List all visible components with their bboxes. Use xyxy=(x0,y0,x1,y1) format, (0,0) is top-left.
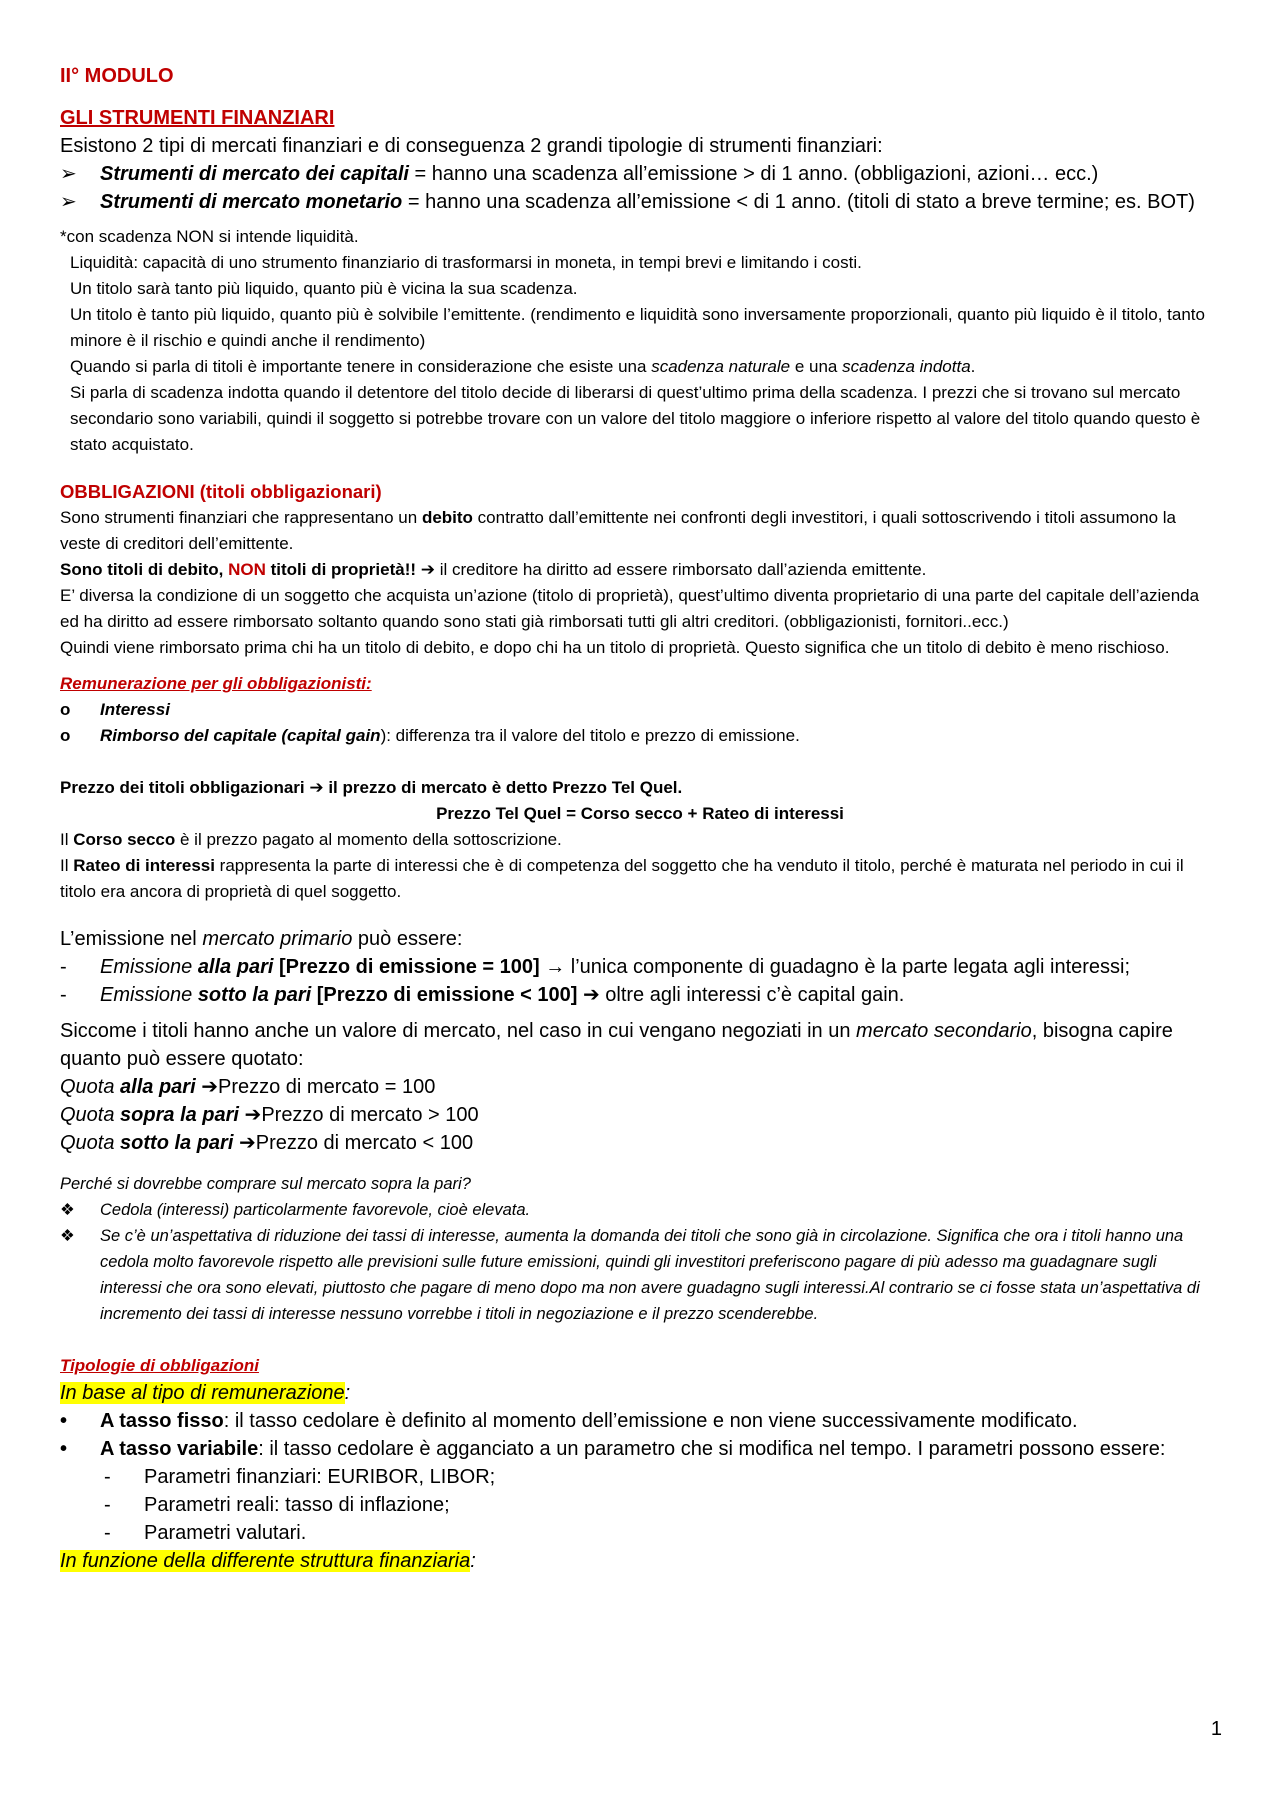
list-item xyxy=(60,953,1220,981)
list-item xyxy=(60,697,1220,723)
section-obbligazioni xyxy=(60,478,1220,905)
list-item xyxy=(60,1407,1220,1435)
text-run: il prezzo di mercato è detto Prezzo Tel Quel. xyxy=(323,778,683,797)
list-item xyxy=(60,160,1220,188)
text-run: Rimborso del capitale (capital gain xyxy=(100,726,381,745)
dash-bullet: - xyxy=(60,956,67,978)
term: Strumenti di mercato dei capitali xyxy=(100,163,409,185)
text-run: Cedola (interessi) particolarmente favorevole, cioè elevata. xyxy=(100,1201,531,1219)
text-run: Siccome i titoli hanno anche un valore di mercato, nel caso in cui vengano negoziati in un xyxy=(60,1020,857,1042)
paragraph: Un titolo è tanto più liquido, quanto più è solvibile l’emittente. (rendimento e liquidità sono inversamente proporzionali, quanto più liquido è il titolo, tanto minore è il rischio e quindi anche il rendimento) xyxy=(70,305,1205,350)
dot-bullet: • xyxy=(60,1438,68,1460)
text-run: : xyxy=(470,1550,476,1572)
quote-line xyxy=(60,1073,1220,1101)
circle-bullet-icon: o xyxy=(60,700,71,719)
text-run: Prezzo di mercato = 100 xyxy=(217,1076,436,1098)
list-item xyxy=(60,188,1220,216)
dash-bullet: - xyxy=(104,1494,111,1516)
text-run: Emissione xyxy=(100,956,198,978)
text-run: : il tasso cedolare è definito al momento dell’emissione e non viene successivamente modificato. xyxy=(223,1410,1078,1432)
text-run: può essere: xyxy=(352,928,463,950)
paragraph: Esistono 2 tipi di mercati finanziari e di conseguenza 2 grandi tipologie di strumenti finanziari: xyxy=(60,135,883,157)
list-item xyxy=(60,1491,1220,1519)
arrow-icon: ➔ xyxy=(582,984,600,1006)
paragraph: Un titolo sarà tanto più liquido, quanto più è vicina la sua scadenza. xyxy=(70,279,578,298)
text-run: l’unica componente di guadagno è la parte legata agli interessi; xyxy=(570,956,1131,978)
text-run: Rateo di interessi xyxy=(73,856,215,875)
text-run: In funzione della differente struttura finanziaria xyxy=(60,1550,471,1572)
paragraph xyxy=(60,505,1220,557)
section-tipologie xyxy=(60,1353,1220,1575)
text-run: Corso secco xyxy=(73,830,176,849)
text-run: scadenza naturale xyxy=(651,357,791,376)
highlighted-heading xyxy=(60,1547,1220,1575)
text-run: ): differenza tra il valore del titolo e prezzo di emissione. xyxy=(380,726,800,745)
subsection-title: Tipologie di obbligazioni xyxy=(60,1356,259,1375)
list-item xyxy=(60,723,1220,749)
paragraph xyxy=(70,354,1220,380)
text-run: Quando si parla di titoli è importante tenere in considerazione che esiste una xyxy=(70,357,652,376)
text-run: A tasso variabile xyxy=(100,1438,259,1460)
paragraph xyxy=(60,775,1220,801)
text-run: Quota xyxy=(60,1104,121,1126)
section-strumenti-finanziari xyxy=(60,104,1220,458)
paragraph xyxy=(60,557,1220,583)
list-item xyxy=(60,981,1220,1009)
text-run: L’emissione nel xyxy=(60,928,203,950)
arrow-icon: → xyxy=(539,956,571,978)
text-run: , bisogna capire quanto può essere quotato: xyxy=(60,1020,1173,1070)
text-run: A tasso fisso xyxy=(100,1410,224,1432)
text-run: [Prezzo di emissione < 100] xyxy=(311,984,583,1006)
arrow-bullet-icon: ➢ xyxy=(60,191,77,213)
arrow-icon: ➔ xyxy=(309,778,324,797)
dot-bullet: • xyxy=(60,1410,68,1432)
text-run: Quota xyxy=(60,1076,121,1098)
paragraph xyxy=(60,925,1220,953)
note-title: *con scadenza NON si intende liquidità. xyxy=(60,227,359,246)
page-number: 1 xyxy=(1210,1718,1222,1740)
paragraph: E’ diversa la condizione di un soggetto che acquista un’azione (titolo di proprietà), quest’ultimo diventa proprietario di una parte del capitale dell’azienda ed ha diritto ad essere rimborsato soltanto quando sono stati già rimborsati tutti gli altri creditori. (obbligazionisti, fornitori..ecc.) xyxy=(60,586,1200,631)
list-item xyxy=(60,1435,1220,1463)
paragraph xyxy=(60,827,1220,853)
text-run: . xyxy=(970,357,976,376)
text-run: [Prezzo di emissione = 100] xyxy=(273,956,540,978)
text-run: NON xyxy=(228,560,266,579)
paragraph xyxy=(60,853,1220,905)
term: Strumenti di mercato monetario xyxy=(100,191,403,213)
list-item xyxy=(60,1223,1220,1327)
list-item xyxy=(60,1197,1220,1223)
arrow-icon: ➔ xyxy=(244,1104,262,1126)
text-run: : xyxy=(344,1382,351,1404)
dash-bullet: - xyxy=(104,1466,111,1488)
text-run: : il tasso cedolare è agganciato a un parametro che si modifica nel tempo. I parametri possono essere: xyxy=(258,1438,1166,1460)
text-run: alla pari xyxy=(197,956,274,978)
text-run: Parametri valutari. xyxy=(144,1522,307,1544)
quote-line xyxy=(60,1101,1220,1129)
arrow-icon: ➔ xyxy=(420,560,436,579)
dash-bullet: - xyxy=(60,984,67,1006)
list-item xyxy=(60,1519,1220,1547)
section-title: OBBLIGAZIONI (titoli obbligazionari) xyxy=(60,481,382,502)
text-run: contratto dall’emittente nei confronti degli investitori, i quali sottoscrivendo i titoli assumono la veste di creditori dell’emittente. xyxy=(60,508,1176,553)
text-run: alla pari xyxy=(120,1076,196,1098)
paragraph: Si parla di scadenza indotta quando il detentore del titolo decide di liberarsi di quest’ultimo prima della scadenza. I prezzi che si trovano sul mercato secondario sono variabili, quindi il soggetto si potrebbe trovare con un valore del titolo maggiore o inferiore rispetto al valore del titolo quando questo è stato acquistato. xyxy=(70,383,1201,454)
text-run: mercato secondario xyxy=(856,1020,1032,1042)
module-title: II° MODULO xyxy=(60,65,174,87)
text-run: il creditore ha diritto ad essere rimborsato dall’azienda emittente. xyxy=(435,560,927,579)
quote-line xyxy=(60,1129,1220,1157)
diamond-bullet-icon: ❖ xyxy=(60,1201,75,1219)
question: Perché si dovrebbe comprare sul mercato sopra la pari? xyxy=(60,1175,471,1193)
text-run: Sono strumenti finanziari che rappresentano un xyxy=(60,508,422,527)
text-run: Prezzo di mercato > 100 xyxy=(261,1104,479,1126)
text-run: In base al tipo di remunerazione xyxy=(60,1382,345,1404)
subsection-title: Remunerazione per gli obbligazionisti: xyxy=(60,674,372,693)
text-run: Quota xyxy=(60,1132,121,1154)
note-body xyxy=(70,250,1220,458)
arrow-icon: ➔ xyxy=(201,1076,218,1098)
text-run: Parametri reali: tasso di inflazione; xyxy=(144,1494,450,1516)
section-title: GLI STRUMENTI FINANZIARI xyxy=(60,107,335,129)
text-run: Parametri finanziari: EURIBOR, LIBOR; xyxy=(144,1466,496,1488)
text-run: oltre agli interessi c’è capital gain. xyxy=(599,984,905,1006)
text-run: Prezzo dei titoli obbligazionari xyxy=(60,778,310,797)
highlighted-heading xyxy=(60,1379,1220,1407)
formula: Prezzo Tel Quel = Corso secco + Rateo di interessi xyxy=(436,804,844,823)
text-run: Emissione xyxy=(100,984,198,1006)
term-definition: = hanno una scadenza all’emissione > di 1 anno. (obbligazioni, azioni… ecc.) xyxy=(408,163,1099,185)
text-run: sotto la pari xyxy=(120,1132,234,1154)
text-run: Se c’è un’aspettativa di riduzione dei tassi di interesse, aumenta la domanda dei titoli che sono già in circolazione. Significa che ora i titoli hanno una cedola molto favorevole rispetto alle previsioni sulle future emissioni, quindi gli investitori preferiscono pagare di più adesso ma guadagnare sugli interessi che ora sono elevati, piuttosto che pagare di meno dopo ma non avere guadagno sugli interessi.Al contrario se ci fosse stata un’aspettativa di incremento dei tassi di interesse nessuno vorrebbe i titoli in negoziazione e il prezzo scenderebbe. xyxy=(100,1227,1200,1323)
text-run: Il xyxy=(60,830,74,849)
text-run: debito xyxy=(421,508,473,527)
text-run: scadenza indotta xyxy=(842,357,971,376)
arrow-icon: ➔ xyxy=(238,1132,256,1154)
text-run: mercato primario xyxy=(202,928,353,950)
circle-bullet-icon: o xyxy=(60,726,71,745)
text-run: titoli di proprietà!! xyxy=(265,560,421,579)
text-run: Il xyxy=(60,856,74,875)
arrow-bullet-icon: ➢ xyxy=(60,163,77,185)
paragraph xyxy=(60,1017,1220,1073)
paragraph: Liquidità: capacità di uno strumento finanziario di trasformarsi in moneta, in tempi brevi e limitando i costi. xyxy=(70,253,862,272)
text-run: e una xyxy=(790,357,843,376)
text-run: sopra la pari xyxy=(120,1104,239,1126)
text-run: sotto la pari xyxy=(197,984,312,1006)
text-run: rappresenta la parte di interessi che è di competenza del soggetto che ha venduto il titolo, perché è maturata nel periodo in cui il titolo era ancora di proprietà di quel soggetto. xyxy=(60,856,1184,901)
section-emissione xyxy=(60,925,1220,1327)
paragraph: Quindi viene rimborsato prima chi ha un titolo di debito, e dopo chi ha un titolo di proprietà. Questo significa che un titolo di debito è meno rischioso. xyxy=(60,638,1170,657)
diamond-bullet-icon: ❖ xyxy=(60,1227,75,1245)
text-run: Prezzo di mercato < 100 xyxy=(255,1132,474,1154)
text-run: Interessi xyxy=(100,700,170,719)
text-run: è il prezzo pagato al momento della sottoscrizione. xyxy=(175,830,562,849)
term-definition: = hanno una scadenza all’emissione < di 1 anno. (titoli di stato a breve termine; es. BOT) xyxy=(402,191,1195,213)
list-item xyxy=(60,1463,1220,1491)
text-run: Sono titoli di debito, xyxy=(60,560,229,579)
dash-bullet: - xyxy=(104,1522,111,1544)
